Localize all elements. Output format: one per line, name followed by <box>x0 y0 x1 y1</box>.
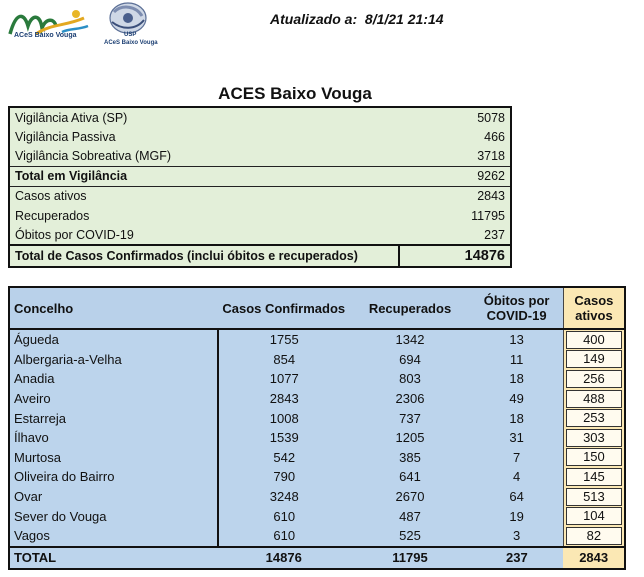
cell-concelho: Águeda <box>9 329 218 350</box>
col-header-ativos: Casos ativos <box>563 287 625 329</box>
cell-concelho: Estarreja <box>9 408 218 428</box>
summary-label: Vigilância Ativa (SP) <box>15 110 128 125</box>
active-cases-value: 149 <box>566 350 622 368</box>
summary-label: Óbitos por COVID-19 <box>15 227 134 242</box>
summary-row <box>9 206 511 225</box>
table-row <box>9 506 625 526</box>
summary-row-total-vigilancia <box>9 166 511 186</box>
cell-ativos <box>563 408 625 428</box>
cell-obitos: 64 <box>470 487 563 507</box>
cell-confirmados: 542 <box>218 448 350 468</box>
table-row <box>9 408 625 428</box>
active-cases-value: 256 <box>566 370 622 388</box>
summary-row <box>9 186 511 206</box>
table-row <box>9 526 625 547</box>
cell-confirmados: 3248 <box>218 487 350 507</box>
cell-recuperados: 641 <box>350 467 471 487</box>
active-cases-value: 82 <box>566 527 622 545</box>
cell-recuperados: 385 <box>350 448 471 468</box>
table-total-row <box>9 547 625 569</box>
table-header-row <box>9 287 625 329</box>
total-confirmados: 14876 <box>218 547 350 569</box>
updated-timestamp <box>270 11 444 27</box>
summary-label: Vigilância Sobreativa (MGF) <box>15 148 172 163</box>
surveillance-summary-table <box>8 106 512 268</box>
cell-obitos: 4 <box>470 467 563 487</box>
cell-ativos <box>563 389 625 409</box>
cell-confirmados: 610 <box>218 526 350 547</box>
cell-recuperados: 1342 <box>350 329 471 350</box>
cell-ativos <box>563 428 625 448</box>
updated-value: 8/1/21 21:14 <box>364 11 444 27</box>
active-cases-value: 150 <box>566 448 622 466</box>
total-obitos: 237 <box>470 547 563 569</box>
cell-ativos <box>563 487 625 507</box>
active-cases-value: 145 <box>566 468 622 486</box>
summary-label: Vigilância Passiva <box>15 129 116 144</box>
aces-logo-text: ACeS Baixo Vouga <box>14 32 77 39</box>
cell-recuperados: 2670 <box>350 487 471 507</box>
total-recuperados: 11795 <box>350 547 471 569</box>
col-header-confirmados: Casos Confirmados <box>218 287 350 329</box>
cell-ativos <box>563 350 625 370</box>
summary-row <box>9 127 511 146</box>
cell-concelho: Albergaria-a-Velha <box>9 350 218 370</box>
summary-value: 3718 <box>477 148 505 163</box>
summary-value: 2843 <box>399 186 511 206</box>
active-cases-value: 104 <box>566 507 622 525</box>
active-cases-value: 513 <box>566 488 622 506</box>
table-row <box>9 467 625 487</box>
cell-confirmados: 610 <box>218 506 350 526</box>
cell-ativos <box>563 329 625 350</box>
cell-obitos: 13 <box>470 329 563 350</box>
total-label: TOTAL <box>9 547 218 569</box>
table-row <box>9 428 625 448</box>
active-cases-value: 400 <box>566 331 622 349</box>
cell-recuperados: 694 <box>350 350 471 370</box>
cell-ativos <box>563 448 625 468</box>
col-header-obitos: Óbitos por COVID-19 <box>470 287 563 329</box>
cell-confirmados: 1539 <box>218 428 350 448</box>
col-header-recuperados: Recuperados <box>350 287 471 329</box>
cell-concelho: Ílhavo <box>9 428 218 448</box>
cell-concelho: Oliveira do Bairro <box>9 467 218 487</box>
cell-confirmados: 1755 <box>218 329 350 350</box>
cell-recuperados: 2306 <box>350 389 471 409</box>
table-row <box>9 350 625 370</box>
summary-row-total-confirmed <box>9 245 511 267</box>
col-header-concelho: Concelho <box>9 287 218 329</box>
cell-concelho: Sever do Vouga <box>9 506 218 526</box>
cell-obitos: 31 <box>470 428 563 448</box>
table-row <box>9 389 625 409</box>
active-cases-value: 253 <box>566 409 622 427</box>
cell-obitos: 49 <box>470 389 563 409</box>
summary-label: Recuperados <box>15 208 90 223</box>
cell-ativos <box>563 526 625 547</box>
cell-obitos: 3 <box>470 526 563 547</box>
cell-obitos: 18 <box>470 369 563 389</box>
active-cases-value: 303 <box>566 429 622 447</box>
concelho-table <box>8 286 626 570</box>
summary-row <box>9 107 511 127</box>
cell-concelho: Anadia <box>9 369 218 389</box>
usp-logo-text: ACeS Baixo Vouga <box>104 40 158 46</box>
summary-value: 14876 <box>399 245 511 267</box>
cell-confirmados: 2843 <box>218 389 350 409</box>
table-row <box>9 369 625 389</box>
cell-recuperados: 1205 <box>350 428 471 448</box>
summary-row <box>9 225 511 245</box>
cell-recuperados: 525 <box>350 526 471 547</box>
cell-obitos: 19 <box>470 506 563 526</box>
cell-recuperados: 737 <box>350 408 471 428</box>
cell-confirmados: 854 <box>218 350 350 370</box>
cell-confirmados: 1008 <box>218 408 350 428</box>
cell-concelho: Aveiro <box>9 389 218 409</box>
summary-label: Casos ativos <box>9 186 399 206</box>
summary-row <box>9 146 511 166</box>
usp-logo-label: USP <box>124 32 137 38</box>
summary-label: Total em Vigilância <box>9 166 399 186</box>
summary-label: Total de Casos Confirmados (inclui óbitos e recuperados) <box>9 245 399 267</box>
cell-obitos: 18 <box>470 408 563 428</box>
cell-confirmados: 1077 <box>218 369 350 389</box>
cell-ativos <box>563 369 625 389</box>
cell-recuperados: 487 <box>350 506 471 526</box>
summary-value: 11795 <box>471 208 505 223</box>
cell-obitos: 7 <box>470 448 563 468</box>
cell-ativos <box>563 467 625 487</box>
summary-value: 237 <box>484 227 505 242</box>
cell-concelho: Vagos <box>9 526 218 547</box>
total-ativos: 2843 <box>563 547 625 569</box>
page-title: ACES Baixo Vouga <box>218 84 372 103</box>
cell-obitos: 11 <box>470 350 563 370</box>
cell-concelho: Ovar <box>9 487 218 507</box>
aces-logo <box>6 4 94 46</box>
summary-value: 466 <box>484 129 505 144</box>
updated-label: Atualizado a: <box>270 11 358 27</box>
table-row <box>9 329 625 350</box>
cell-ativos <box>563 506 625 526</box>
table-row <box>9 448 625 468</box>
cell-recuperados: 803 <box>350 369 471 389</box>
summary-value: 5078 <box>477 110 505 125</box>
active-cases-value: 488 <box>566 390 622 408</box>
table-row <box>9 487 625 507</box>
summary-value: 9262 <box>399 166 511 186</box>
cell-concelho: Murtosa <box>9 448 218 468</box>
cell-confirmados: 790 <box>218 467 350 487</box>
